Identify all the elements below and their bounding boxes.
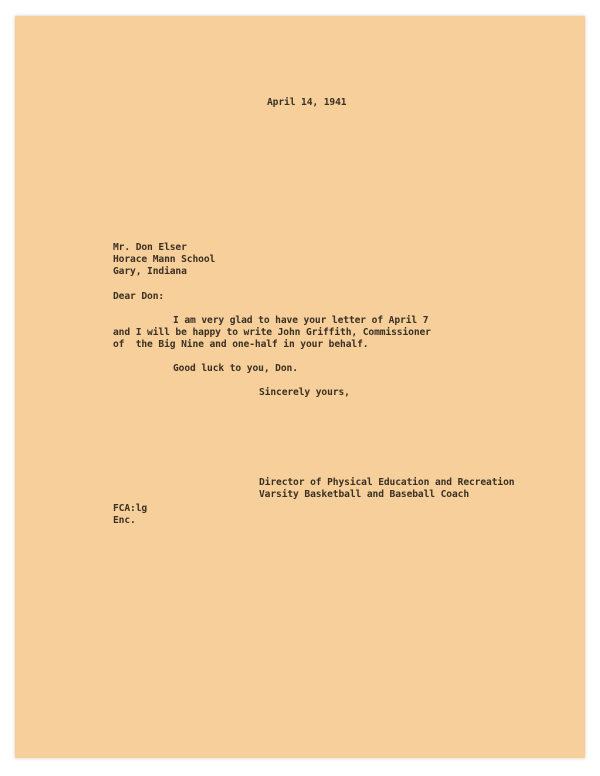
reference-initials: FCA:lg xyxy=(113,503,148,514)
body-line-1: I am very glad to have your letter of April 7 xyxy=(173,315,429,326)
body-line-2: and I will be happy to write John Griffith, Commissioner xyxy=(113,327,431,338)
letter-date: April 14, 1941 xyxy=(267,97,347,108)
enclosure-note: Enc. xyxy=(113,515,136,526)
signature-title-2: Varsity Basketball and Baseball Coach xyxy=(259,489,470,500)
recipient-name: Mr. Don Elser xyxy=(113,242,187,253)
body-line-3: of the Big Nine and one-half in your behalf. xyxy=(113,339,369,350)
signature-title-1: Director of Physical Education and Recreation xyxy=(259,477,515,488)
salutation: Dear Don: xyxy=(113,291,165,302)
complimentary-close: Sincerely yours, xyxy=(259,387,350,398)
closing-wish: Good luck to you, Don. xyxy=(173,363,298,374)
letter-page xyxy=(15,16,585,758)
recipient-school: Horace Mann School xyxy=(113,254,216,265)
recipient-city: Gary, Indiana xyxy=(113,266,187,277)
